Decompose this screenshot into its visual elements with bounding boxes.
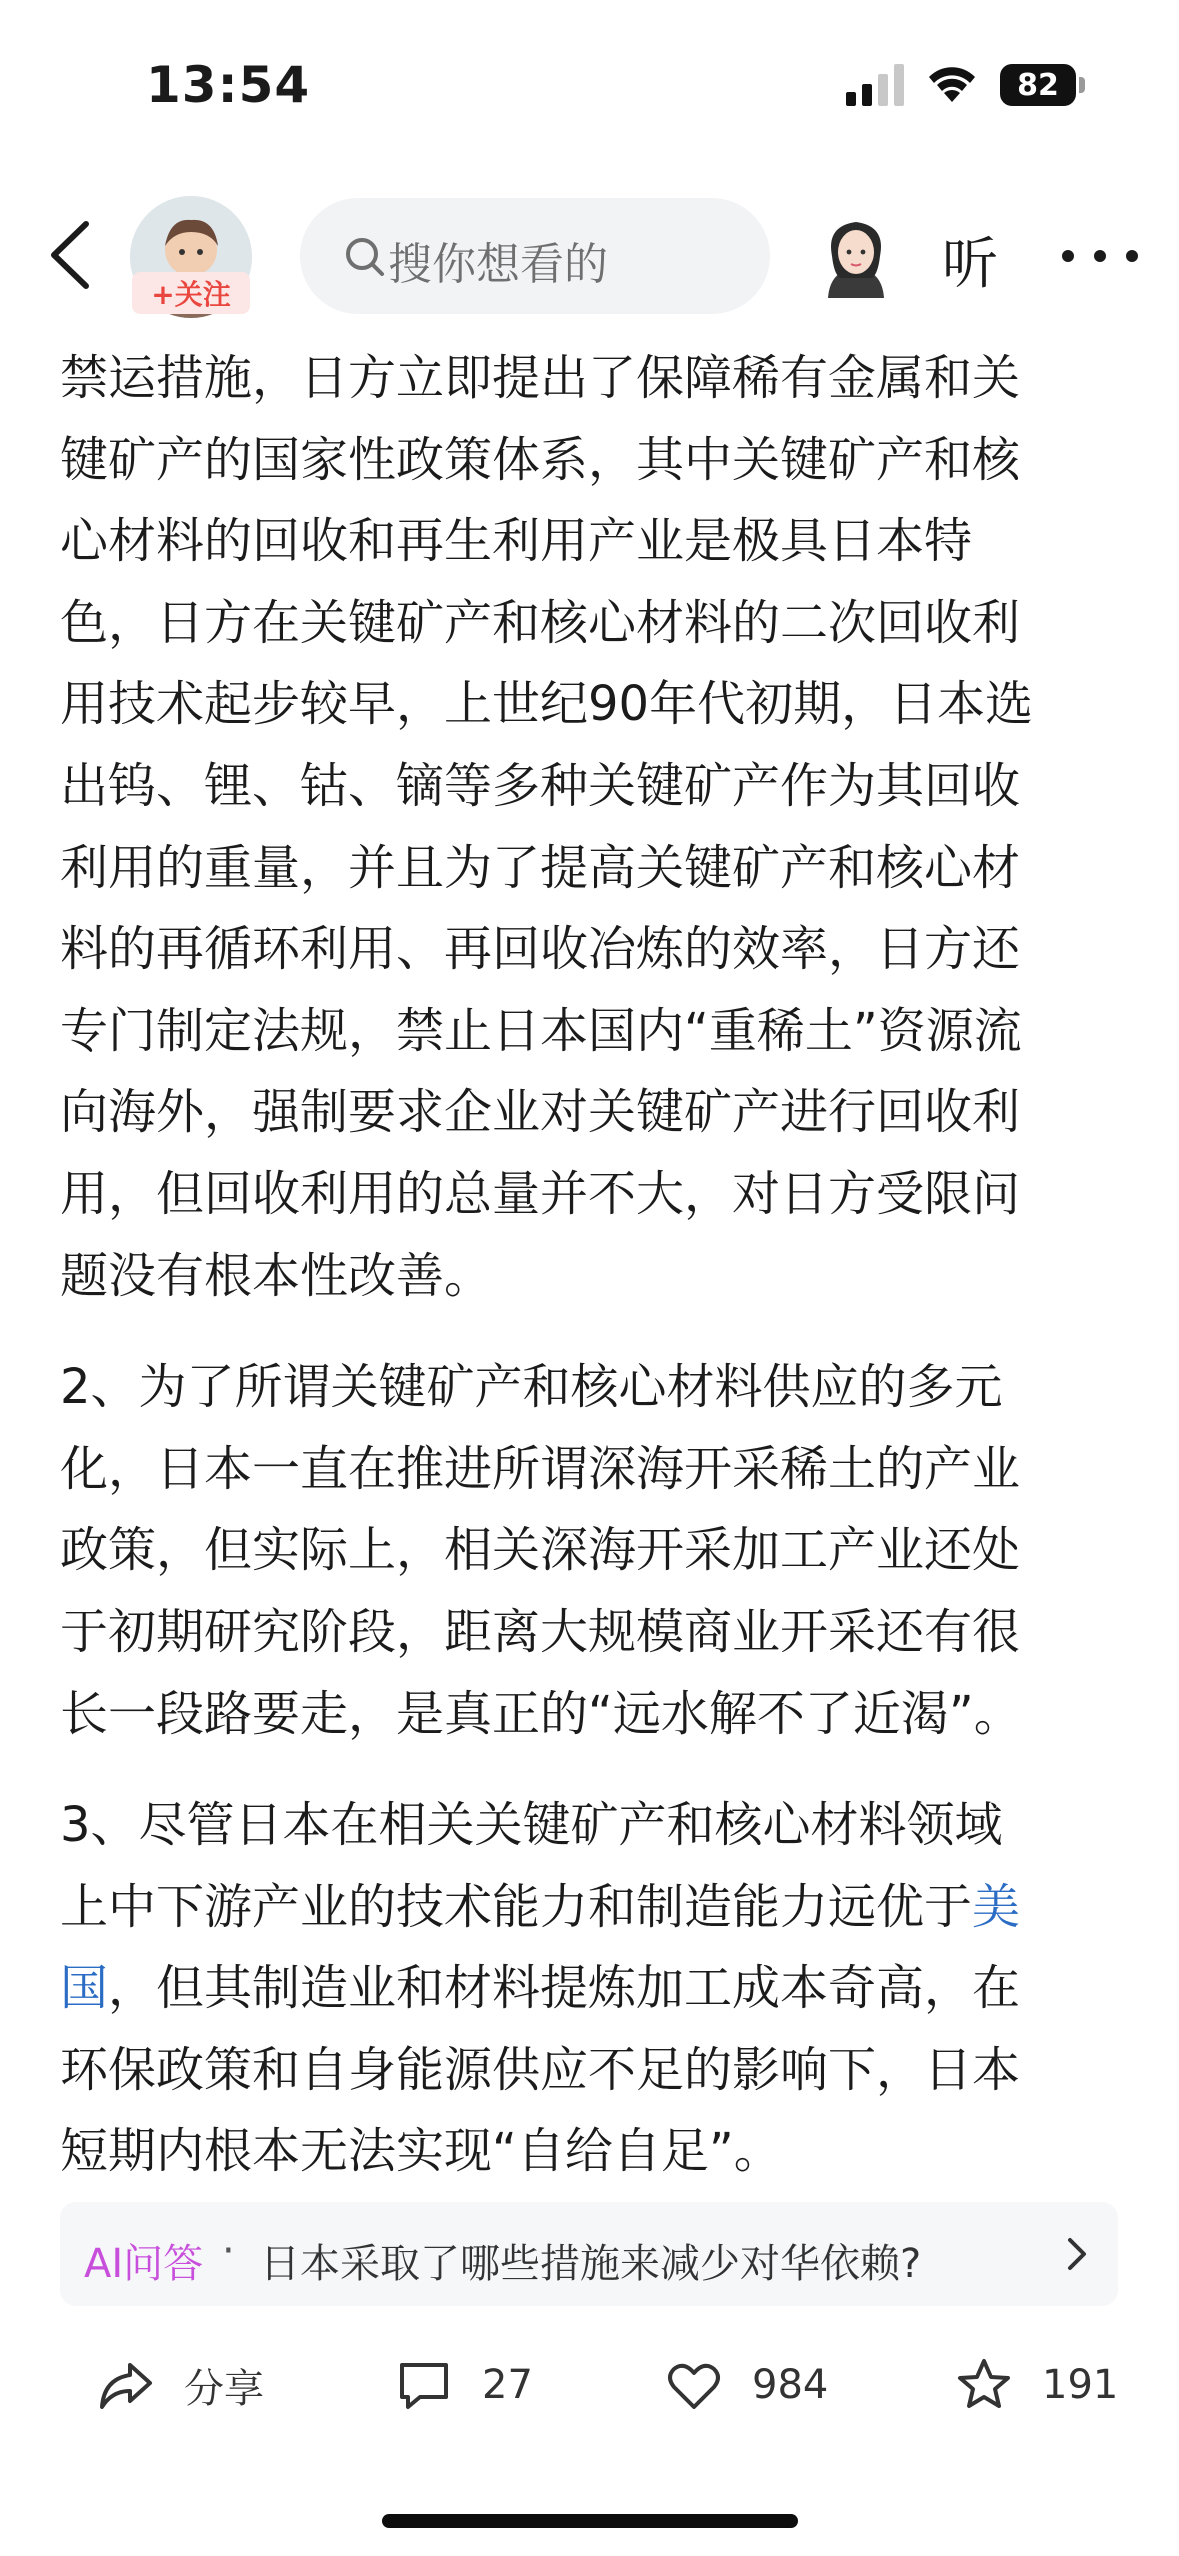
search-bar[interactable] [300,198,770,314]
share-button[interactable] [96,2350,264,2420]
nav-bar [0,190,1179,320]
text-line: 用，但回收利用的总量并不大，对日方受限问 [60,1165,1021,1222]
text-line: 短期内根本无法实现“自给自足”。 [60,2123,782,2180]
comment-button[interactable] [394,2350,533,2420]
text-line: 禁运措施，日方立即提出了保障稀有金属和关 [60,350,1021,406]
text-line: 键矿产的国家性政策体系，其中关键矿产和核 [60,431,1021,488]
like-count: 984 [752,2362,829,2408]
text-line: 专门制定法规，禁止日本国内“重稀土”资源流 [60,1002,1022,1059]
usa-link[interactable]: 美 [972,1878,1021,1935]
favorite-button[interactable] [954,2350,1118,2420]
text-line: 于初期研究阶段，距离大规模商业开采还有很 [60,1603,1021,1660]
more-options-icon[interactable] [1060,248,1140,264]
wifi-icon [924,62,980,106]
status-time: 13:54 [146,56,311,114]
text-line: 政策，但实际上，相关深海开采加工产业还处 [60,1522,1021,1579]
share-icon [96,2355,156,2415]
like-button[interactable] [664,2350,828,2420]
battery-level: 82 [1000,64,1076,106]
comment-count: 27 [482,2362,533,2408]
ai-qa-label: AI问答 [84,2241,204,2287]
voice-reader-avatar-icon[interactable] [816,212,896,298]
text-line: ，但其制造业和材料提炼加工成本奇高，在 [108,1960,1021,2017]
text-line: 3、尽管日本在相关关键矿产和核心材料领域 [60,1797,1003,1854]
text-line: 上中下游产业的技术能力和制造能力远优于 [60,1878,973,1935]
heart-icon [664,2355,724,2415]
ai-qa-question: 日本采取了哪些措施来减少对华依赖? [260,2241,922,2287]
text-line: 出钨、锂、钴、镝等多种关键矿产作为其回收 [60,757,1021,814]
share-label: 分享 [184,2365,264,2412]
article-body [60,338,1126,2193]
action-bar [0,2330,1179,2440]
text-line: 利用的重量，并且为了提高关键矿产和核心材 [60,839,1021,896]
cellular-signal-icon [846,64,906,106]
chevron-right-icon [1062,2234,1092,2274]
text-line: 向海外，强制要求企业对关键矿产进行回收利 [60,1084,1021,1141]
home-indicator[interactable] [382,2514,798,2528]
text-line: 用技术起步较早，上世纪90年代初期，日本选 [60,676,1034,733]
ai-qa-separator: · [222,2228,235,2274]
text-line: 心材料的回收和再生利用产业是极具日本特 [60,513,973,570]
text-line: 题没有根本性改善。 [60,1247,493,1304]
battery-icon [1000,64,1086,106]
text-line: 料的再循环利用、再回收冶炼的效率，日方还 [60,921,1021,978]
status-bar [0,0,1179,170]
article-paragraph-1 [60,338,1126,1317]
text-line: 色，日方在关键矿产和核心材料的二次回收利 [60,594,1021,651]
text-line: 长一段路要走，是真正的“远水解不了近渴”。 [60,1685,1022,1742]
text-line: 化，日本一直在推进所谓深海开采稀土的产业 [60,1440,1021,1497]
search-placeholder: 搜你想看的 [388,239,608,290]
article-paragraph-2 [60,1347,1126,1755]
ai-qa-bar[interactable] [60,2202,1118,2306]
search-icon [342,234,388,280]
usa-link-continued[interactable]: 国 [60,1960,109,2017]
follow-button[interactable]: +关注 [132,272,250,314]
comment-icon [394,2355,454,2415]
article-paragraph-3 [60,1785,1126,2193]
text-line: 环保政策和自身能源供应不足的影响下，日本 [60,2041,1021,2098]
listen-button[interactable]: 听 [942,232,998,297]
back-arrow-icon[interactable] [48,220,92,290]
text-line: 2、为了所谓关键矿产和核心材料供应的多元 [60,1359,1003,1416]
star-icon [954,2355,1014,2415]
favorite-count: 191 [1042,2362,1119,2408]
